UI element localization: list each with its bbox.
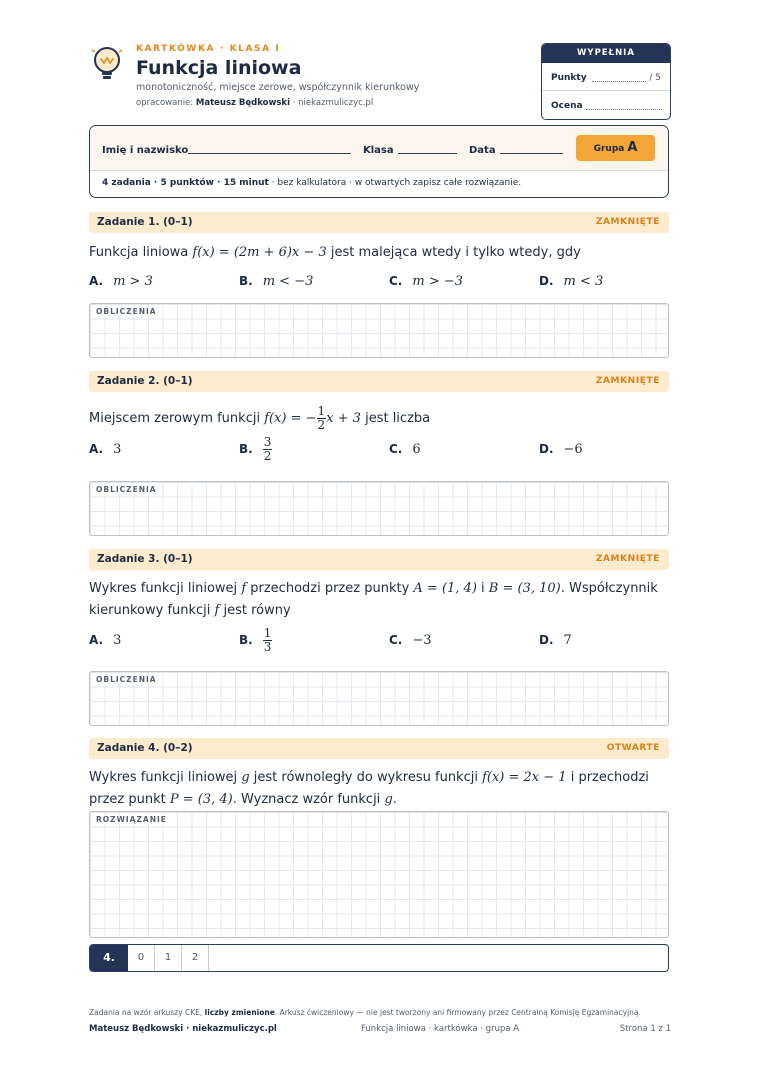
task-4-formula: f(x) = 2x − 1 bbox=[482, 770, 567, 785]
test-info-summary: 4 zadania · 5 punktów · 15 minut bbox=[102, 178, 269, 188]
fraction-denominator: 2 bbox=[263, 449, 272, 463]
task-1-option-d[interactable] bbox=[539, 274, 603, 289]
solution-area-label: ROZWIĄZANIE bbox=[96, 815, 171, 824]
work-area-label: OBLICZENIA bbox=[96, 485, 161, 494]
task-2-work-area[interactable] bbox=[89, 481, 669, 536]
option-value: 3 bbox=[113, 442, 122, 457]
task-2-formula-end: x + 3 bbox=[326, 411, 361, 426]
task-1-formula: f(x) = (2m + 6)x − 3 bbox=[192, 245, 327, 260]
task-4-function: g bbox=[241, 770, 250, 785]
option-value: m < 3 bbox=[563, 274, 604, 289]
option-value: m < −3 bbox=[262, 274, 314, 289]
footer-note-text: Zadania na wzór arkuszy CKE, bbox=[89, 1008, 205, 1017]
byline bbox=[136, 98, 373, 108]
fraction-numerator: 1 bbox=[263, 626, 272, 640]
task-3-text-6: jest równy bbox=[219, 603, 291, 618]
footer-author: Mateusz Będkowski · niekazmuliczyc.pl bbox=[89, 1024, 277, 1034]
footer-note bbox=[89, 1008, 641, 1017]
option-letter: B. bbox=[239, 442, 253, 456]
option-letter: D. bbox=[539, 274, 554, 288]
option-value: m > 3 bbox=[113, 274, 153, 289]
task-3-point-b: B = (3, 10) bbox=[488, 581, 561, 596]
group-value: A bbox=[627, 140, 638, 155]
task-1-work-area[interactable] bbox=[89, 303, 669, 358]
fraction-denominator: 2 bbox=[317, 418, 326, 432]
footer-page-number: Strona 1 z 1 bbox=[619, 1024, 671, 1034]
date-field[interactable] bbox=[500, 153, 563, 154]
task-2-type: ZAMKNIĘTE bbox=[595, 376, 660, 386]
task-4-text-2: jest równoległy do wykresu funkcji bbox=[249, 770, 483, 785]
option-letter: A. bbox=[89, 633, 104, 647]
task-4-text: Wykres funkcji liniowej bbox=[89, 770, 242, 785]
footer-note-text-2: . Arkusz ćwiczeniowy — nie jest tworzony ani firmowany przez Centralną Komisję Egzaminacyjną. bbox=[274, 1008, 641, 1017]
byline-author: Mateusz Będkowski bbox=[195, 98, 291, 108]
name-label: Imię i nazwisko bbox=[102, 145, 189, 156]
task-3-work-area[interactable] bbox=[89, 671, 669, 726]
task-2-fraction bbox=[317, 405, 327, 432]
task-1-text-end: jest malejąca wtedy i tylko wtedy, gdy bbox=[326, 245, 581, 260]
task-1-text: Funkcja liniowa bbox=[89, 245, 193, 260]
option-value: 3 bbox=[113, 633, 122, 648]
task-3-text-2: przechodzi przez punkty bbox=[246, 581, 414, 596]
teacher-box-title: WYPEŁNIA NAUCZYCIEL bbox=[542, 44, 670, 63]
option-value: 6 bbox=[412, 442, 421, 457]
fraction-numerator: 3 bbox=[263, 435, 272, 449]
task-4-text-4: przez punkt bbox=[89, 792, 170, 807]
task-3-text: Wykres funkcji liniowej bbox=[89, 581, 242, 596]
points-max: / 5 bbox=[649, 73, 661, 83]
byline-site: · niekazmuliczyc.pl bbox=[292, 98, 374, 108]
test-info-rules: · bez kalkulatora · w otwartych zapisz całe rozwiązanie. bbox=[268, 178, 522, 188]
option-value: −6 bbox=[563, 442, 583, 457]
class-label: Klasa bbox=[363, 145, 394, 156]
task-1-type: ZAMKNIĘTE bbox=[595, 217, 660, 227]
option-letter: C. bbox=[389, 442, 403, 456]
group-label: Grupa bbox=[593, 144, 625, 154]
page-subtitle: monotoniczność, miejsce zerowe, współczynnik kierunkowy bbox=[136, 82, 420, 93]
task-3-option-a[interactable] bbox=[89, 633, 121, 648]
task-4-header bbox=[89, 738, 669, 759]
task-3-title: Zadanie 3. (0–1) bbox=[97, 553, 193, 565]
byline-prefix: opracowanie: bbox=[136, 98, 194, 108]
score-task-number: 4. bbox=[90, 945, 128, 971]
task-1-option-c[interactable] bbox=[389, 274, 463, 289]
option-fraction bbox=[263, 627, 273, 654]
points-field[interactable] bbox=[592, 81, 646, 82]
task-3-function-2: f bbox=[214, 603, 220, 618]
date-label: Data bbox=[469, 145, 496, 156]
option-letter: D. bbox=[539, 633, 554, 647]
task-2-formula: f(x) = − bbox=[264, 411, 317, 426]
score-cell-0[interactable]: 0 bbox=[128, 945, 155, 971]
task-1-option-a[interactable] bbox=[89, 274, 153, 289]
option-value: 7 bbox=[563, 633, 572, 648]
task-4-question bbox=[89, 767, 669, 811]
points-row bbox=[542, 63, 670, 91]
task-1-question bbox=[89, 242, 669, 264]
option-fraction bbox=[263, 436, 273, 463]
student-box bbox=[89, 125, 669, 198]
task-2-question bbox=[89, 405, 669, 432]
task-3-option-d[interactable] bbox=[539, 633, 572, 648]
task-3-text-3: i bbox=[476, 581, 489, 596]
work-area-label: OBLICZENIA bbox=[96, 307, 161, 316]
score-cell-1[interactable]: 1 bbox=[155, 945, 182, 971]
grade-row bbox=[542, 91, 670, 119]
name-field[interactable] bbox=[188, 153, 351, 154]
task-2-option-b[interactable] bbox=[239, 436, 272, 463]
footer-center: Funkcja liniowa · kartkówka · grupa A bbox=[361, 1024, 520, 1034]
fraction-denominator: 3 bbox=[263, 640, 272, 654]
task-3-option-c[interactable] bbox=[389, 633, 432, 648]
task-3-type: ZAMKNIĘTE bbox=[595, 554, 660, 564]
task-3-option-b[interactable] bbox=[239, 627, 272, 654]
worksheet-kicker: KARTKÓWKA · KLASA I bbox=[136, 44, 281, 54]
option-letter: A. bbox=[89, 274, 104, 288]
task-4-function-2: g bbox=[384, 792, 393, 807]
task-2-title: Zadanie 2. (0–1) bbox=[97, 375, 193, 387]
teacher-box bbox=[541, 43, 671, 120]
task-2-text-end: jest liczba bbox=[360, 411, 431, 426]
task-4-type: OTWARTE bbox=[606, 743, 660, 753]
lightbulb-icon bbox=[90, 44, 124, 82]
task-3-function: f bbox=[241, 581, 247, 596]
points-label: Punkty bbox=[551, 73, 587, 83]
fraction-numerator: 1 bbox=[317, 404, 326, 418]
group-badge bbox=[576, 135, 655, 161]
task-3-point-a: A = (1, 4) bbox=[413, 581, 477, 596]
option-letter: A. bbox=[89, 442, 104, 456]
task-2-option-c[interactable] bbox=[389, 442, 421, 457]
task-4-text-3: i przechodzi bbox=[566, 770, 649, 785]
task-1-header bbox=[89, 212, 669, 233]
task-4-solution-area[interactable] bbox=[89, 811, 669, 938]
option-letter: D. bbox=[539, 442, 554, 456]
task-3-text-4: . Współczynnik bbox=[560, 581, 658, 596]
grade-field[interactable] bbox=[586, 109, 662, 110]
option-letter: C. bbox=[389, 274, 403, 288]
score-cell-2[interactable]: 2 bbox=[182, 945, 209, 971]
task-3-header bbox=[89, 549, 669, 570]
task-4-score-bar bbox=[89, 944, 669, 972]
test-info bbox=[102, 178, 521, 188]
task-3-question bbox=[89, 578, 669, 622]
option-letter: C. bbox=[389, 633, 403, 647]
task-4-text-end: . bbox=[392, 792, 397, 807]
student-fields bbox=[90, 126, 668, 171]
task-2-option-d[interactable] bbox=[539, 442, 583, 457]
task-2-text: Miejscem zerowym funkcji bbox=[89, 411, 265, 426]
task-4-title: Zadanie 4. (0–2) bbox=[97, 742, 193, 754]
class-field[interactable] bbox=[398, 153, 457, 154]
task-2-option-a[interactable] bbox=[89, 442, 121, 457]
task-1-title: Zadanie 1. (0–1) bbox=[97, 216, 193, 228]
option-letter: B. bbox=[239, 633, 253, 647]
task-4-text-5: . Wyznacz wzór funkcji bbox=[232, 792, 385, 807]
option-value: m > −3 bbox=[412, 274, 464, 289]
option-letter: B. bbox=[239, 274, 253, 288]
task-2-header bbox=[89, 371, 669, 392]
grade-label: Ocena bbox=[551, 101, 583, 111]
task-1-option-b[interactable] bbox=[239, 274, 313, 289]
option-value: −3 bbox=[412, 633, 432, 648]
work-area-label: OBLICZENIA bbox=[96, 675, 161, 684]
task-4-point: P = (3, 4) bbox=[169, 792, 233, 807]
task-3-text-5: kierunkowy funkcji bbox=[89, 603, 215, 618]
footer-note-bold: liczby zmienione bbox=[204, 1008, 275, 1017]
page-title: Funkcja liniowa bbox=[136, 57, 302, 79]
